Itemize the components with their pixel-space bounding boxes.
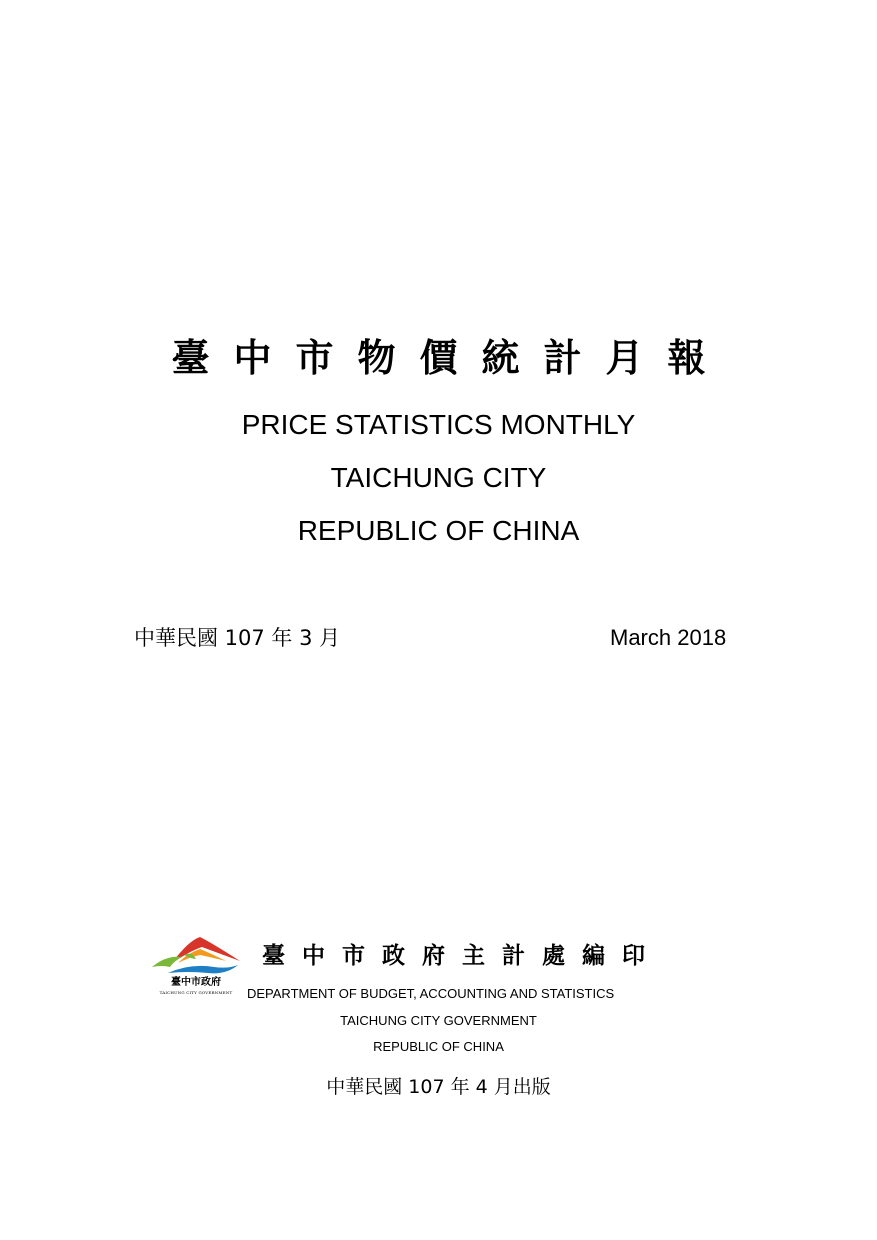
issue-date-chinese: 中華民國 107 年 3 月	[134, 626, 341, 650]
title-english-line-3: REPUBLIC OF CHINA	[297, 515, 580, 546]
title-english-line-1: PRICE STATISTICS MONTHLY	[241, 409, 636, 440]
logo-chinese-text: 臺中市政府	[171, 977, 221, 988]
logo-english-text: TAICHUNG CITY GOVERNMENT	[159, 990, 233, 995]
city-emblem-icon	[148, 933, 244, 977]
title-english-line-2: TAICHUNG CITY	[330, 462, 547, 493]
title-chinese: 臺中市物價統計月報	[171, 336, 730, 380]
publisher-chinese: 臺中市政府主計處編印	[262, 943, 662, 969]
publish-date: 中華民國 107 年 4 月出版	[326, 1076, 551, 1098]
issue-date-english: March 2018	[610, 625, 727, 650]
publisher-english-line-1: DEPARTMENT OF BUDGET, ACCOUNTING AND STATISTICS	[247, 986, 615, 1001]
taichung-city-logo	[148, 933, 244, 1001]
publisher-english-line-3: REPUBLIC OF CHINA	[373, 1039, 504, 1054]
publisher-english-line-2: TAICHUNG CITY GOVERNMENT	[340, 1013, 537, 1028]
